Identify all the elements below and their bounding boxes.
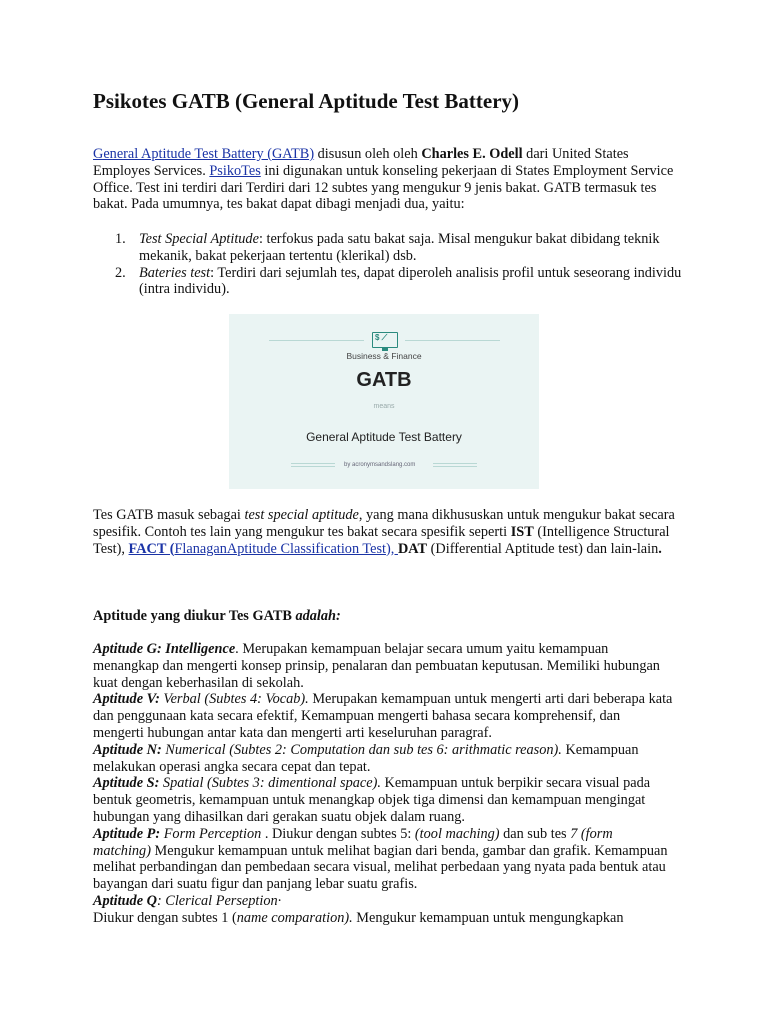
list-text: : Terdiri dari sejumlah tes, dapat diperoleh analisis profil untuk seseorang individu (intra individu).: [139, 264, 682, 298]
aptitude-subtest: Form Perception: [160, 825, 262, 842]
divider-line: [433, 466, 477, 467]
aptitude-label: Aptitude N:: [93, 741, 162, 758]
list-text: : terfokus pada satu bakat saja. Misal mengukur bakat dibidang teknik mekanik, bakat pekerjaan tertentu (klerikal) dsb.: [139, 231, 660, 264]
aptitude-g: [93, 641, 673, 691]
aptitude-text: Mengukur kemampuan untuk mengungkapkan: [352, 909, 624, 926]
aptitude-text: Kemampuan melakukan operasi angka secara cepat dan tepat.: [93, 741, 639, 775]
list-item: [93, 265, 683, 299]
fact-rest: FlanaganAptitude Classification Test),: [174, 540, 398, 557]
intro-text-2: dari United States Employes Services.: [93, 146, 629, 179]
aptitude-text: . Diukur dengan subtes 5:: [261, 825, 415, 842]
aptitude-subtest: Numerical (Subtes 2: Computation dan sub tes 6: arithmatic reason).: [161, 741, 562, 758]
fact-term: FACT (: [128, 540, 175, 557]
aptitude-v: [93, 691, 673, 741]
aptitude-label: Aptitude S:: [93, 775, 160, 792]
aptitude-text: Merupakan kemampuan untuk mengerti arti dari beberapa kata dan penggunaan kata secara efektif, Kemampuan mengerti bahasa secara komprehensif, dan mengerti hubungan antar kata dan mengerti arti keseluruhan paragraf.: [93, 691, 673, 741]
list-term: Test Special Aptitude: [139, 231, 259, 247]
aptitude-n: [93, 742, 673, 776]
divider-line: [269, 340, 364, 341]
aptitude-heading-italic: adalah:: [295, 608, 341, 624]
fact-link[interactable]: [129, 541, 398, 557]
list-item: [93, 231, 683, 265]
aptitude-q: [93, 893, 673, 910]
ist-term: IST: [510, 523, 534, 540]
test-type-list: [93, 231, 683, 298]
aptitude-label: Aptitude G: Intelligence: [93, 641, 236, 657]
image-credit: by acronymsandslang.com: [344, 462, 416, 468]
aptitude-heading: [93, 608, 683, 625]
author-name: Charles E. Odell: [421, 146, 523, 162]
acronym-label: GATB: [356, 369, 412, 391]
aptitude-q-detail: [93, 910, 673, 927]
intro-text-3: ini digunakan untuk konseling pekerjaan di States Employment Service Office. Test ini terdiri dari Terdiri dari 12 subtes yang mengukur 9 jenis bakat. GATB termasuk tes bakat. Pada umumnya, tes bakat dapat dibagi menjadi dua, yaitu:: [93, 162, 674, 213]
money-chart-icon-glyph: $ ⟋: [375, 333, 388, 342]
dat-term: DAT: [397, 540, 428, 557]
aptitude-label: Aptitude V:: [93, 691, 160, 708]
aptitude-label: Aptitude P:: [93, 825, 161, 842]
aptitude-subtest: : Clerical Persepti: [156, 892, 264, 909]
gatb-text-4: (Differential Aptitude test) dan lain-lain: [427, 540, 659, 557]
means-label: means: [373, 403, 395, 410]
aptitude-label: Aptitude Q: [93, 892, 157, 909]
aptitude-text: Diukur dengan subtes 1 (: [93, 909, 237, 926]
divider-line: [433, 463, 477, 464]
page-title: Psikotes GATB (General Aptitude Test Battery): [93, 89, 520, 113]
gatb-text-2: , yang mana dikhususkan untuk mengukur bakat secara spesifik. Contoh tes lain yang mengukur tes bakat secara spesifik seperti: [93, 507, 675, 540]
aptitude-text: Mengukur kemampuan untuk melihat bagian dari benda, gambar dan grafik. Kemampuan melihat perbandingan dan pembedaan secara visual, melihat perbedaan yang nyata pada bentuk atau bayangan dari suatu figur dan panjang lebar suatu grafis.: [93, 842, 668, 893]
aptitude-subtest: on·: [263, 892, 282, 909]
divider-line: [291, 463, 335, 464]
gatb-link[interactable]: General Aptitude Test Battery (GATB): [93, 146, 315, 162]
aptitude-list: [93, 641, 673, 927]
aptitude-subtest: 7 (form matching): [93, 825, 613, 859]
aptitude-subtest: name comparation).: [236, 909, 353, 926]
aptitude-s: [93, 775, 673, 825]
divider-line: [291, 466, 335, 467]
aptitude-p: [93, 826, 673, 893]
gatb-text-1: Tes GATB masuk sebagai: [93, 507, 245, 523]
intro-paragraph: [93, 146, 683, 213]
aptitude-text: . Merupakan kemampuan belajar secara umum yaitu kemampuan menangkap dan mengerti konsep prinsip, penalaran dan pembuatan keputusan. Memiliki hubungan kuat dengan keberhasilan di sekolah.: [93, 641, 660, 691]
full-name-label: General Aptitude Test Battery: [306, 430, 462, 444]
aptitude-text: Kemampuan untuk berpikir secara visual pada bentuk geometris, kemampuan untuk menangkap objek tiga dimensi dan kemampuan mengingat hubungan yang dihasilkan dari gerakan suatu objek dalam ruang.: [93, 775, 651, 825]
intro-text-1: disusun oleh oleh: [314, 146, 422, 162]
aptitude-subtest: Verbal (Subtes 4: Vocab).: [159, 691, 309, 708]
list-term: Bateries test: [139, 264, 211, 281]
list-number: 1.: [115, 231, 126, 247]
aptitude-heading-bold: Aptitude yang diukur Tes GATB: [93, 608, 296, 624]
aptitude-text: dan sub tes: [499, 825, 571, 842]
gatb-end: .: [658, 540, 662, 557]
aptitude-subtest: (tool maching): [414, 825, 500, 842]
special-aptitude-term: test special aptitude: [244, 507, 359, 523]
divider-line: [405, 340, 500, 341]
category-label: Business & Finance: [346, 351, 422, 361]
gatb-acronym-image: [229, 314, 539, 489]
list-number: 2.: [115, 264, 126, 281]
psikotes-link[interactable]: PsikoTes: [209, 162, 261, 179]
gatb-text-3: (Intelligence Structural Test),: [93, 523, 670, 557]
gatb-paragraph: [93, 507, 683, 557]
aptitude-subtest: Spatial (Subtes 3: dimentional space).: [159, 775, 381, 792]
